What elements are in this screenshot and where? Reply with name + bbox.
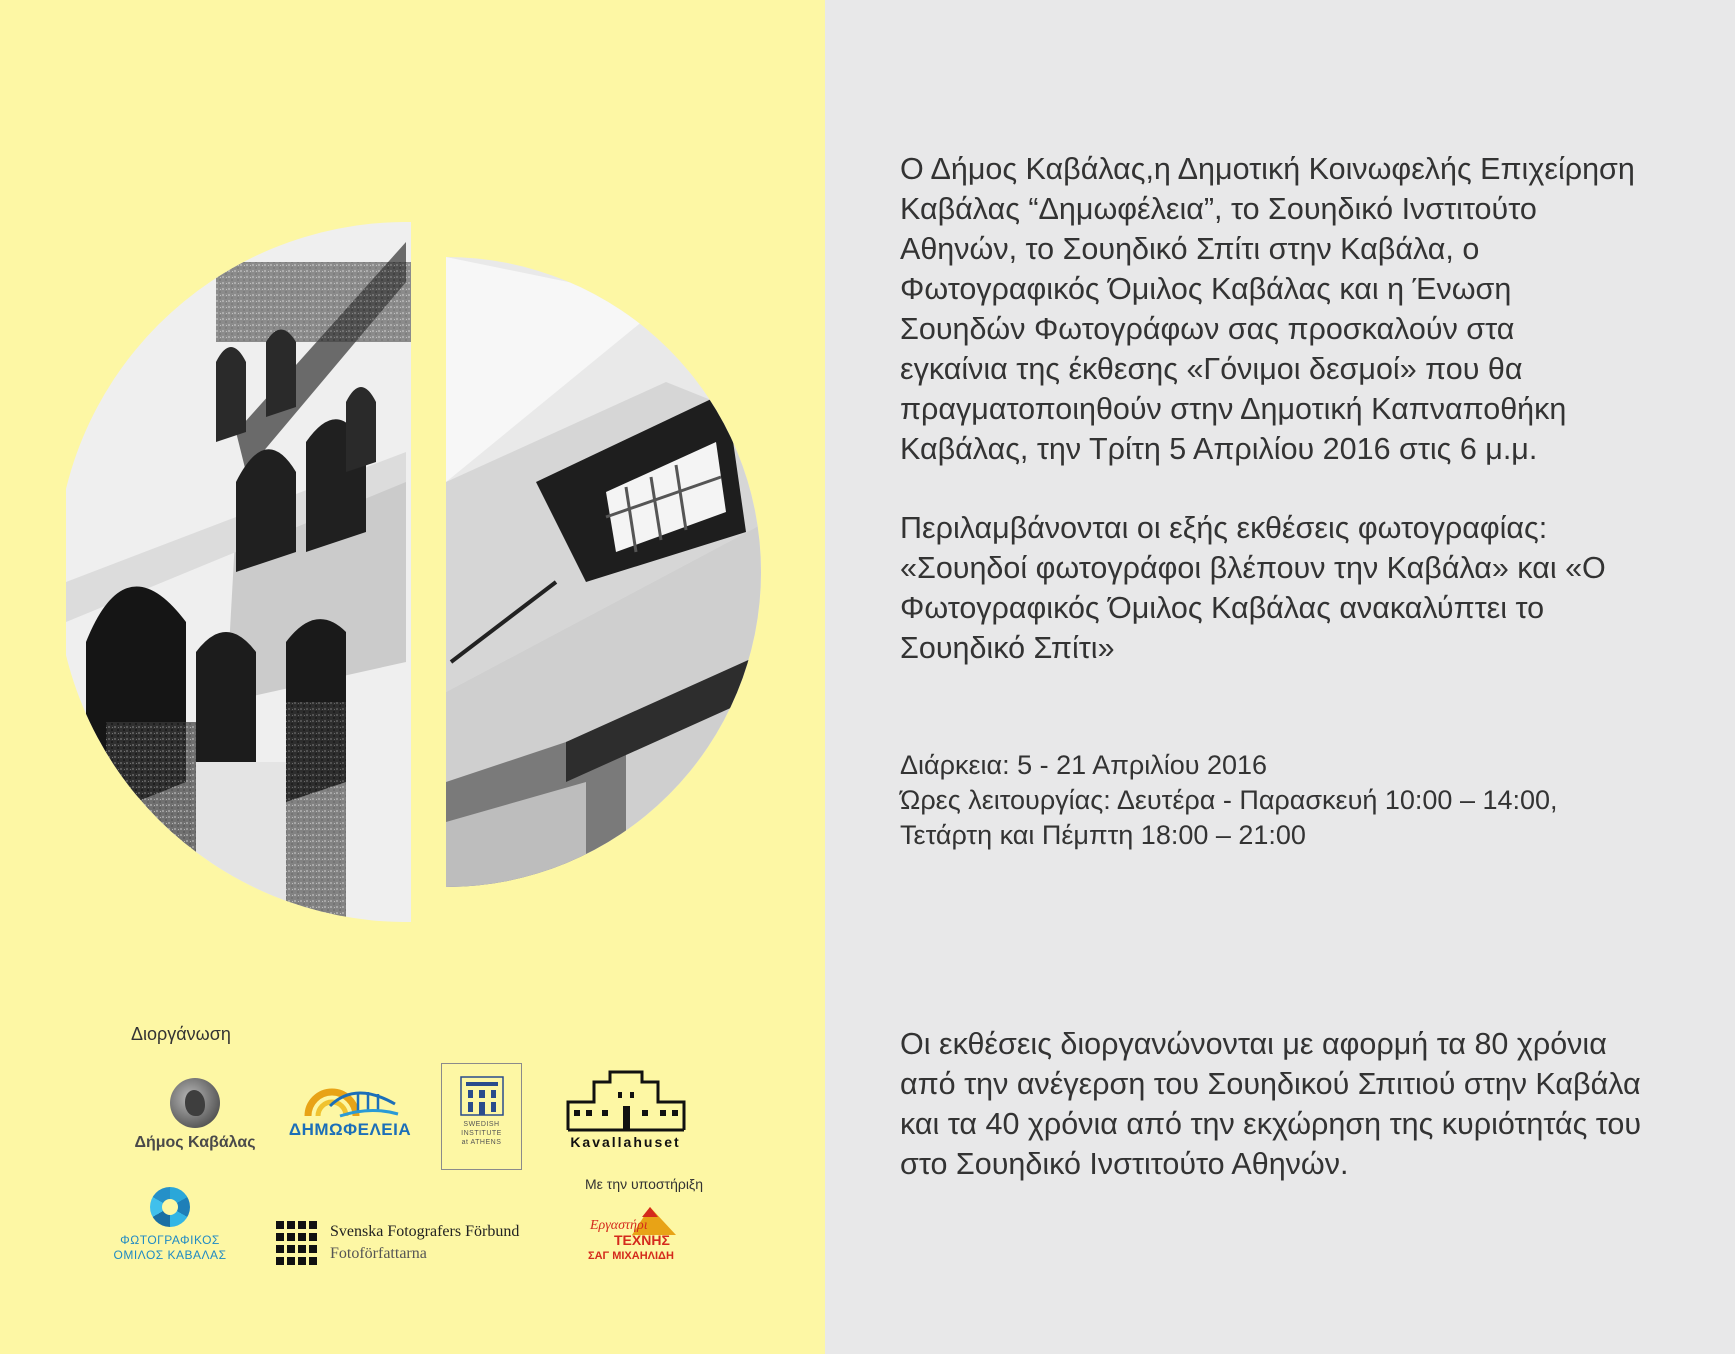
exhibitions-line: Φωτογραφικός Όμιλος Καβάλας ανακαλύπτει το — [900, 591, 1545, 625]
photo-collage-image — [66, 222, 766, 922]
invitation-line: Σουηδών Φωτογράφων σας προσκαλούν στα — [900, 312, 1515, 346]
dimos-kavalas-label: Δήμος Καβάλας — [134, 1134, 256, 1151]
anniversary-line: Οι εκθέσεις διοργανώνονται με αφορμή τα 80 χρόνια — [900, 1027, 1607, 1061]
support-heading: Με την υποστήριξη — [585, 1176, 703, 1192]
anniversary-line: από την ανέγερση του Σουηδικού Σπιτιού στην Καβάλα — [900, 1067, 1641, 1101]
sun-waves-icon — [300, 1076, 400, 1122]
invitation-line: πραγματοποιηθούν στην Δημοτική Καπναποθήκη — [900, 392, 1567, 426]
dimofeleia-label: ΔΗΜΩΦΕΛΕΙΑ — [288, 1120, 412, 1139]
swedish-institute-logo — [441, 1063, 522, 1170]
svenska-fotografers-name: Svenska Fotografers Förbund — [330, 1223, 520, 1240]
kavallahuset-logo — [563, 1068, 688, 1150]
ergastiri-technis-word: ΤΕΧΝΗΣ — [614, 1232, 670, 1248]
invitation-paragraph — [900, 149, 1700, 469]
house-facade-icon — [566, 1068, 686, 1132]
ergastiri-script: Εργαστήρι — [590, 1218, 648, 1233]
invitation-line: Φωτογραφικός Όμιλος Καβάλας και η Ένωση — [900, 272, 1512, 306]
modernist-house-photo — [446, 222, 766, 922]
fotografikos-line1: ΦΩΤΟΓΡΑΦΙΚΟΣ — [120, 1233, 220, 1247]
exhibitions-paragraph — [900, 508, 1700, 668]
dimofeleia-logo — [285, 1076, 415, 1140]
kavallahuset-label: Kavallahuset — [570, 1134, 681, 1150]
anniversary-line: και τα 40 χρόνια από την εκχώρηση της κυριότητάς του — [900, 1107, 1642, 1141]
invitation-line: Αθηνών, το Σουηδικό Σπίτι στην Καβάλα, ο — [900, 232, 1480, 266]
schedule-block — [900, 748, 1700, 853]
anniversary-paragraph — [900, 1024, 1700, 1184]
exhibitions-line: «Σουηδοί φωτογράφοι βλέπουν την Καβάλα» και «Ο — [900, 551, 1606, 585]
swedish-institute-line2: INSTITUTE — [461, 1130, 502, 1137]
anniversary-line: στο Σουηδικό Ινστιτούτο Αθηνών. — [900, 1147, 1349, 1181]
invitation-line: Καβάλας “Δημωφέλεια”, το Σουηδικό Ινστιτούτο — [900, 192, 1537, 226]
invitation-line: Καβάλας, την Τρίτη 5 Απριλίου 2016 στις 6 μ.μ. — [900, 432, 1538, 466]
dimos-kavalas-logo — [120, 1078, 270, 1152]
fotografikos-line2: ΟΜΙΛΟΣ ΚΑΒΑΛΑΣ — [113, 1248, 227, 1262]
left-panel — [0, 0, 825, 1354]
opening-hours-line: Ώρες λειτουργίας: Δευτέρα - Παρασκευή 10:00 – 14:00, — [900, 785, 1558, 815]
invitation-line: εγκαίνια της έκθεσης «Γόνιμοι δεσμοί» που θα — [900, 352, 1523, 386]
institute-building-icon — [460, 1076, 504, 1116]
duration-line: Διάρκεια: 5 - 21 Απριλίου 2016 — [900, 750, 1268, 780]
invitation-line: Ο Δήμος Καβάλας,η Δημοτική Κοινωφελής Επιχείρηση — [900, 152, 1635, 186]
split-photo-circle — [66, 222, 766, 922]
grid-squares-icon — [276, 1221, 318, 1265]
ergastiri-technis-logo — [584, 1205, 684, 1265]
ergastiri-owner: ΣΑΓ ΜΙΧΑΗΛΙΔΗ — [588, 1250, 674, 1262]
ergastiri-technis-mark — [584, 1205, 684, 1265]
svenska-fotografers-logo — [276, 1221, 566, 1267]
exhibitions-line: Περιλαμβάνονται οι εξής εκθέσεις φωτογραφίας: — [900, 511, 1548, 545]
coin-emblem-icon — [170, 1078, 220, 1128]
fotografikos-omilos-logo — [100, 1187, 240, 1263]
opening-hours-line: Τετάρτη και Πέμπτη 18:00 – 21:00 — [900, 820, 1306, 850]
swedish-institute-line3: at ATHENS — [461, 1139, 502, 1146]
swedish-institute-line1: SWEDISH — [463, 1121, 500, 1128]
camera-aperture-icon — [150, 1187, 190, 1227]
exhibitions-line: Σουηδικό Σπίτι» — [900, 631, 1115, 665]
svenska-fotografers-sub: Fotoförfattarna — [330, 1245, 427, 1262]
organizers-heading: Διοργάνωση — [131, 1024, 231, 1044]
